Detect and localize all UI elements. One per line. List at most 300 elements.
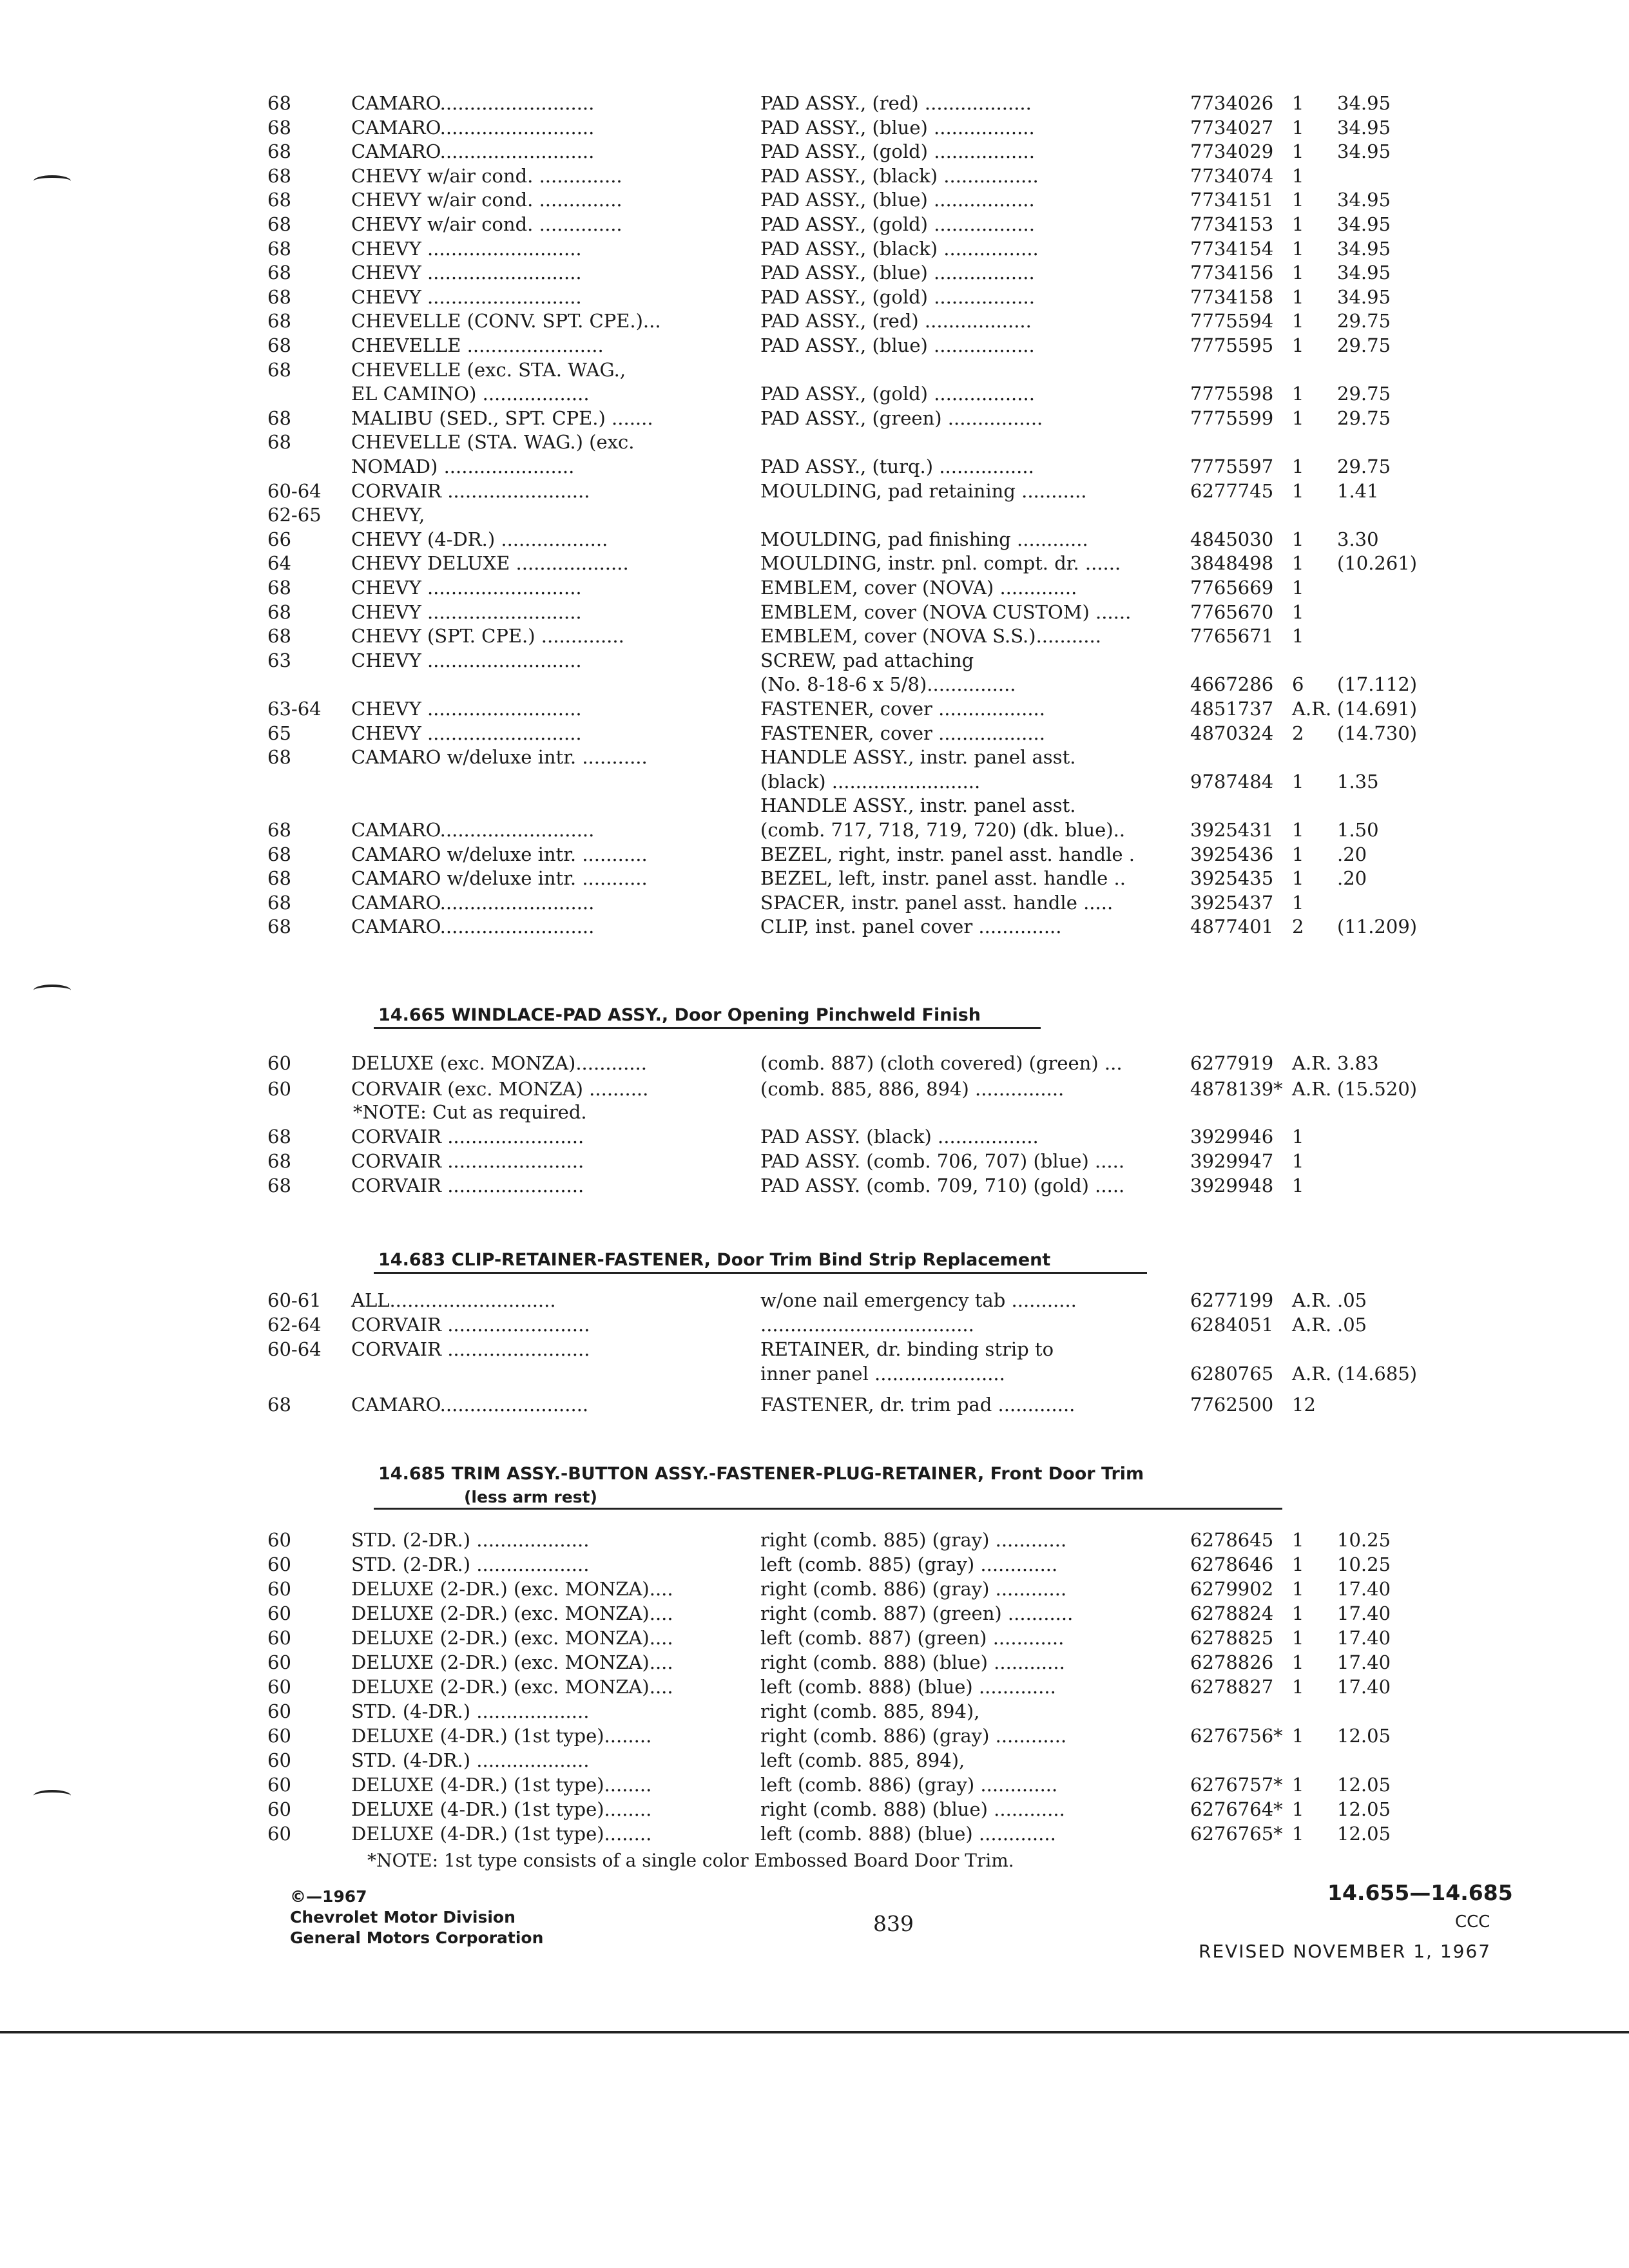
quantity-cell: 1 — [1292, 140, 1304, 163]
model-cell: CHEVY .......................... — [351, 577, 582, 599]
quantity-cell: A.R. — [1292, 1078, 1332, 1100]
part-cell: PAD ASSY. (black) ................. — [760, 1126, 1039, 1148]
part-cell: EMBLEM, cover (NOVA S.S.)........... — [760, 625, 1101, 648]
year-cell: 68 — [267, 213, 291, 235]
quantity-cell: A.R. — [1292, 698, 1332, 720]
model-cell: DELUXE (exc. MONZA)............ — [351, 1052, 647, 1074]
part-number-cell: 6278824 — [1190, 1602, 1274, 1624]
price-cell: 17.40 — [1337, 1676, 1391, 1698]
table-row — [0, 430, 1629, 456]
table-row — [0, 1125, 1629, 1151]
model-cell: DELUXE (4-DR.) (1st type)........ — [351, 1823, 652, 1845]
publisher-block — [290, 1887, 543, 1948]
model-cell: DELUXE (2-DR.) (exc. MONZA).... — [351, 1651, 673, 1673]
quantity-cell: 1 — [1292, 577, 1304, 599]
price-cell: (15.520) — [1337, 1078, 1418, 1100]
model-cell: CORVAIR ....................... — [351, 1175, 584, 1196]
table-row — [0, 794, 1629, 820]
price-cell: 34.95 — [1337, 213, 1391, 235]
table-row — [0, 1528, 1629, 1554]
model-cell: CORVAIR ....................... — [351, 1150, 584, 1172]
table-row — [0, 528, 1629, 553]
quantity-cell: A.R. — [1292, 1289, 1332, 1311]
table-row — [0, 673, 1629, 698]
part-number-cell: 4877401 — [1190, 916, 1274, 938]
year-cell: 68 — [267, 819, 291, 841]
part-number-cell: 7775594 — [1190, 310, 1274, 332]
part-number-cell: 9787484 — [1190, 770, 1274, 793]
section-rule — [374, 1027, 1041, 1029]
part-number-cell: 3929947 — [1190, 1150, 1274, 1172]
part-number-cell: 7775599 — [1190, 407, 1274, 429]
part-number-cell: 6278825 — [1190, 1627, 1274, 1649]
model-cell: DELUXE (4-DR.) (1st type)........ — [351, 1798, 652, 1820]
year-cell: 60 — [267, 1749, 291, 1771]
year-cell: 68 — [267, 867, 291, 890]
year-cell: 68 — [267, 1126, 291, 1148]
part-number-cell: 7734158 — [1190, 285, 1274, 308]
table-row — [0, 891, 1629, 917]
quantity-cell: 2 — [1292, 722, 1304, 744]
quantity-cell: 12 — [1292, 1394, 1316, 1416]
section-heading-14-685: 14.685 TRIM ASSY.-BUTTON ASSY.-FASTENER-PLUG-RETAINER, Front Door Trim — [378, 1464, 1144, 1484]
part-cell: left (comb. 888) (blue) ............. — [760, 1823, 1056, 1845]
part-cell: w/one nail emergency tab ........... — [760, 1289, 1077, 1311]
quantity-cell: 1 — [1292, 552, 1304, 575]
quantity-cell: 1 — [1292, 164, 1304, 187]
model-cell: CHEVELLE (exc. STA. WAG., — [351, 358, 626, 381]
year-cell: 60 — [267, 1052, 291, 1074]
year-cell: 68 — [267, 1150, 291, 1172]
model-cell: CHEVY (4-DR.) .................. — [351, 528, 608, 550]
model-cell: CAMARO.......................... — [351, 891, 595, 914]
year-cell: 68 — [267, 310, 291, 332]
model-cell: DELUXE (4-DR.) (1st type)........ — [351, 1774, 652, 1796]
quantity-cell: 1 — [1292, 92, 1304, 114]
table-row — [0, 1393, 1629, 1419]
part-cell: PAD ASSY., (blue) ................. — [760, 189, 1035, 211]
model-cell: CAMARO.......................... — [351, 92, 595, 114]
year-cell: 68 — [267, 92, 291, 114]
price-cell: (14.685) — [1337, 1363, 1418, 1385]
quantity-cell: 1 — [1292, 116, 1304, 139]
part-number-cell: 4845030 — [1190, 528, 1274, 550]
section-range: 14.655—14.685 — [1327, 1880, 1513, 1905]
model-cell: CHEVY .......................... — [351, 649, 582, 671]
quantity-cell: 1 — [1292, 1627, 1304, 1649]
table-row — [0, 624, 1629, 650]
section-heading-14-665: 14.665 WINDLACE-PAD ASSY., Door Opening Pinchweld Finish — [378, 1005, 981, 1025]
part-cell: PAD ASSY., (black) ................ — [760, 237, 1039, 260]
part-number-cell: 7775595 — [1190, 334, 1274, 356]
price-cell: .05 — [1337, 1314, 1367, 1336]
model-cell: CHEVY, — [351, 504, 425, 526]
part-number-cell: 3925436 — [1190, 843, 1274, 865]
model-cell: CHEVY .......................... — [351, 601, 582, 623]
table-row — [0, 1174, 1629, 1200]
price-cell: 12.05 — [1337, 1774, 1391, 1796]
part-cell: PAD ASSY. (comb. 706, 707) (blue) ..... — [760, 1150, 1125, 1172]
price-cell: 34.95 — [1337, 140, 1391, 163]
year-cell: 62-64 — [267, 1314, 322, 1336]
section-rule — [374, 1272, 1147, 1274]
year-cell: 60 — [267, 1553, 291, 1575]
price-cell: 10.25 — [1337, 1553, 1391, 1575]
bottom-rule — [0, 2031, 1629, 2033]
price-cell: 17.40 — [1337, 1651, 1391, 1673]
quantity-cell: 1 — [1292, 1651, 1304, 1673]
part-cell: FASTENER, dr. trim pad ............. — [760, 1394, 1075, 1416]
part-cell: PAD ASSY., (black) ................ — [760, 164, 1039, 187]
part-cell: MOULDING, instr. pnl. compt. dr. ...... — [760, 552, 1121, 575]
part-cell: left (comb. 887) (green) ............ — [760, 1627, 1065, 1649]
quantity-cell: 1 — [1292, 1578, 1304, 1600]
price-cell: (14.691) — [1337, 698, 1418, 720]
table-row — [0, 1289, 1629, 1314]
table-row — [0, 576, 1629, 602]
table-row — [0, 745, 1629, 771]
year-cell: 68 — [267, 407, 291, 429]
quantity-cell: 1 — [1292, 625, 1304, 648]
quantity-cell: 1 — [1292, 213, 1304, 235]
table-row — [0, 915, 1629, 941]
model-cell: DELUXE (2-DR.) (exc. MONZA).... — [351, 1578, 673, 1600]
part-cell: right (comb. 888) (blue) ............ — [760, 1651, 1065, 1673]
copyright: ©—1967 — [290, 1887, 367, 1906]
price-cell: 17.40 — [1337, 1627, 1391, 1649]
table-row — [0, 1749, 1629, 1774]
part-number-cell: 6277745 — [1190, 479, 1274, 502]
table-row — [0, 552, 1629, 577]
model-cell: DELUXE (2-DR.) (exc. MONZA).... — [351, 1676, 673, 1698]
part-cell: BEZEL, right, instr. panel asst. handle . — [760, 843, 1135, 865]
part-cell: EMBLEM, cover (NOVA) ............. — [760, 577, 1077, 599]
quantity-cell: 1 — [1292, 601, 1304, 623]
model-cell: EL CAMINO) .................. — [351, 383, 590, 405]
quantity-cell: 1 — [1292, 891, 1304, 914]
part-cell: (comb. 885, 886, 894) ............... — [760, 1078, 1065, 1100]
part-cell: (black) ......................... — [760, 770, 981, 793]
price-cell: 29.75 — [1337, 334, 1391, 356]
model-cell: CHEVY .......................... — [351, 262, 582, 284]
part-cell: EMBLEM, cover (NOVA CUSTOM) ...... — [760, 601, 1132, 623]
table-row — [0, 1773, 1629, 1799]
part-cell: right (comb. 886) (gray) ............ — [760, 1725, 1067, 1747]
year-cell: 68 — [267, 262, 291, 284]
price-cell: .20 — [1337, 867, 1367, 890]
part-cell: SPACER, instr. panel asst. handle ..... — [760, 891, 1113, 914]
table-row — [0, 91, 1629, 117]
model-cell: CORVAIR ........................ — [351, 1314, 590, 1336]
part-number-cell: 6278646 — [1190, 1553, 1274, 1575]
year-cell: 60 — [267, 1627, 291, 1649]
year-cell: 68 — [267, 577, 291, 599]
year-cell: 60 — [267, 1578, 291, 1600]
price-cell: 17.40 — [1337, 1602, 1391, 1624]
part-number-cell: 7734029 — [1190, 140, 1274, 163]
model-cell: CORVAIR ....................... — [351, 1126, 584, 1148]
part-cell: PAD ASSY., (gold) ................. — [760, 285, 1035, 308]
year-cell: 68 — [267, 334, 291, 356]
year-cell: 60 — [267, 1676, 291, 1698]
part-cell: FASTENER, cover .................. — [760, 698, 1045, 720]
table-row — [0, 116, 1629, 142]
quantity-cell: 1 — [1292, 1602, 1304, 1624]
quantity-cell: 1 — [1292, 1529, 1304, 1551]
table-row — [0, 843, 1629, 869]
model-cell: NOMAD) ...................... — [351, 456, 575, 477]
quantity-cell: 1 — [1292, 1798, 1304, 1820]
quantity-cell: 1 — [1292, 1676, 1304, 1698]
quantity-cell: 2 — [1292, 916, 1304, 938]
model-cell: CHEVY w/air cond. .............. — [351, 189, 622, 211]
part-number-cell: 3925431 — [1190, 819, 1274, 841]
revision-date: REVISED NOVEMBER 1, 1967 — [1199, 1941, 1492, 1962]
year-cell: 60 — [267, 1651, 291, 1673]
quantity-cell: 1 — [1292, 528, 1304, 550]
year-cell: 60 — [267, 1602, 291, 1624]
part-number-cell: 6278645 — [1190, 1529, 1274, 1551]
price-cell: 12.05 — [1337, 1798, 1391, 1820]
table-row — [0, 261, 1629, 287]
price-cell: (14.730) — [1337, 722, 1418, 744]
part-cell: PAD ASSY., (blue) ................. — [760, 262, 1035, 284]
model-cell: STD. (2-DR.) ................... — [351, 1553, 590, 1575]
part-number-cell: 7775598 — [1190, 383, 1274, 405]
model-cell: CAMARO.......................... — [351, 140, 595, 163]
part-number-cell: 6277919 — [1190, 1052, 1274, 1074]
part-cell: PAD ASSY. (comb. 709, 710) (gold) ..... — [760, 1175, 1125, 1196]
part-number-cell: 7734156 — [1190, 262, 1274, 284]
part-number-cell: 4851737 — [1190, 698, 1274, 720]
quantity-cell: 1 — [1292, 1175, 1304, 1196]
table-row — [0, 1077, 1629, 1103]
part-number-cell: 6276764* — [1190, 1798, 1283, 1820]
year-cell: 60 — [267, 1078, 291, 1100]
part-cell: left (comb. 886) (gray) ............. — [760, 1774, 1058, 1796]
model-cell: CORVAIR (exc. MONZA) .......... — [351, 1078, 649, 1100]
part-number-cell: 4667286 — [1190, 673, 1274, 696]
model-cell: CAMARO w/deluxe intr. ........... — [351, 843, 648, 865]
model-cell: DELUXE (2-DR.) (exc. MONZA).... — [351, 1627, 673, 1649]
price-cell: 34.95 — [1337, 92, 1391, 114]
price-cell: 1.41 — [1337, 479, 1379, 502]
part-number-cell: 7734153 — [1190, 213, 1274, 235]
part-cell: FASTENER, cover .................. — [760, 722, 1045, 744]
part-number-cell: 3925435 — [1190, 867, 1274, 890]
price-cell: 17.40 — [1337, 1578, 1391, 1600]
table-row — [0, 1822, 1629, 1848]
quantity-cell: 1 — [1292, 285, 1304, 308]
part-cell: left (comb. 885, 894), — [760, 1749, 965, 1771]
year-cell: 60 — [267, 1798, 291, 1820]
quantity-cell: 1 — [1292, 1823, 1304, 1845]
price-cell: 10.25 — [1337, 1529, 1391, 1551]
model-cell: ALL............................ — [351, 1289, 556, 1311]
part-number-cell: 3929948 — [1190, 1175, 1274, 1196]
table-row — [0, 867, 1629, 892]
year-cell: 60 — [267, 1700, 291, 1722]
year-cell: 68 — [267, 1394, 291, 1416]
year-cell: 68 — [267, 843, 291, 865]
section-rule — [374, 1508, 1282, 1510]
part-number-cell: 6276757* — [1190, 1774, 1283, 1796]
part-cell: right (comb. 885, 894), — [760, 1700, 980, 1722]
part-number-cell: 6278826 — [1190, 1651, 1274, 1673]
price-cell: 3.30 — [1337, 528, 1379, 550]
model-cell: CORVAIR ........................ — [351, 479, 590, 502]
part-cell: .................................... — [760, 1314, 974, 1336]
table-row — [0, 1626, 1629, 1652]
model-cell: CHEVY .......................... — [351, 285, 582, 308]
year-cell: 68 — [267, 285, 291, 308]
price-cell: 3.83 — [1337, 1052, 1379, 1074]
year-cell: 60 — [267, 1823, 291, 1845]
table-row — [0, 188, 1629, 214]
part-cell: (No. 8-18-6 x 5/8)............... — [760, 673, 1016, 696]
model-cell: CAMARO.......................... — [351, 116, 595, 139]
year-cell: 68 — [267, 237, 291, 260]
part-number-cell: 6276765* — [1190, 1823, 1283, 1845]
price-cell: 34.95 — [1337, 189, 1391, 211]
quantity-cell: 1 — [1292, 407, 1304, 429]
year-cell: 68 — [267, 140, 291, 163]
table-row — [0, 770, 1629, 796]
table-row — [0, 503, 1629, 529]
quantity-cell: 1 — [1292, 1553, 1304, 1575]
table-row — [0, 164, 1629, 190]
price-cell: 12.05 — [1337, 1725, 1391, 1747]
year-cell: 60 — [267, 1529, 291, 1551]
part-number-cell: 6276756* — [1190, 1725, 1283, 1747]
year-cell: 60-64 — [267, 479, 322, 502]
year-cell: 64 — [267, 552, 291, 575]
table-row — [0, 697, 1629, 723]
part-number-cell: 7734154 — [1190, 237, 1274, 260]
table-row — [0, 382, 1629, 408]
part-number-cell: 6280765 — [1190, 1363, 1274, 1385]
part-number-cell: 7734026 — [1190, 92, 1274, 114]
quantity-cell: 1 — [1292, 237, 1304, 260]
part-cell: (comb. 887) (cloth covered) (green) ... — [760, 1052, 1123, 1074]
part-number-cell: 7734151 — [1190, 189, 1274, 211]
price-cell: 34.95 — [1337, 285, 1391, 308]
year-cell: 68 — [267, 916, 291, 938]
table-row — [0, 1602, 1629, 1628]
corporation-name: General Motors Corporation — [290, 1928, 544, 1947]
year-cell: 68 — [267, 164, 291, 187]
price-cell: .05 — [1337, 1289, 1367, 1311]
part-cell: PAD ASSY., (blue) ................. — [760, 116, 1035, 139]
table-row — [0, 722, 1629, 747]
model-cell: CHEVY .......................... — [351, 722, 582, 744]
model-cell: DELUXE (4-DR.) (1st type)........ — [351, 1725, 652, 1747]
catalog-code: CCC — [1455, 1912, 1490, 1932]
table-row — [0, 1700, 1629, 1725]
model-cell: STD. (4-DR.) ................... — [351, 1749, 590, 1771]
part-cell: right (comb. 887) (green) ........... — [760, 1602, 1074, 1624]
price-cell: (11.209) — [1337, 916, 1418, 938]
price-cell: 12.05 — [1337, 1823, 1391, 1845]
quantity-cell: 1 — [1292, 479, 1304, 502]
price-cell: 34.95 — [1337, 237, 1391, 260]
model-cell: DELUXE (2-DR.) (exc. MONZA).... — [351, 1602, 673, 1624]
price-cell: (10.261) — [1337, 552, 1418, 575]
price-cell: 1.35 — [1337, 770, 1379, 793]
part-cell: CLIP, inst. panel cover .............. — [760, 916, 1062, 938]
table-row — [0, 818, 1629, 844]
year-cell: 68 — [267, 891, 291, 914]
table-row — [0, 140, 1629, 166]
model-cell: CAMARO.......................... — [351, 916, 595, 938]
year-cell: 68 — [267, 358, 291, 381]
part-number-cell: 7765669 — [1190, 577, 1274, 599]
quantity-cell: 1 — [1292, 1774, 1304, 1796]
part-number-cell: 6277199 — [1190, 1289, 1274, 1311]
part-number-cell: 7775597 — [1190, 456, 1274, 477]
year-cell: 68 — [267, 116, 291, 139]
table-row — [0, 334, 1629, 360]
year-cell: 68 — [267, 625, 291, 648]
quantity-cell: 1 — [1292, 770, 1304, 793]
quantity-cell: 1 — [1292, 310, 1304, 332]
model-cell: MALIBU (SED., SPT. CPE.) ....... — [351, 407, 653, 429]
quantity-cell: A.R. — [1292, 1052, 1332, 1074]
year-cell: 60-61 — [267, 1289, 322, 1311]
table-row — [0, 601, 1629, 626]
quantity-cell: 1 — [1292, 867, 1304, 890]
price-cell: (17.112) — [1337, 673, 1418, 696]
section-note: *NOTE: 1st type consists of a single color Embossed Board Door Trim. — [367, 1850, 1014, 1871]
part-cell: right (comb. 886) (gray) ............ — [760, 1578, 1067, 1600]
part-cell: right (comb. 888) (blue) ............ — [760, 1798, 1065, 1820]
part-number-cell: 7765671 — [1190, 625, 1274, 648]
part-cell: MOULDING, pad retaining ........... — [760, 479, 1087, 502]
year-cell: 66 — [267, 528, 291, 550]
part-cell: BEZEL, left, instr. panel asst. handle .. — [760, 867, 1126, 890]
part-cell: PAD ASSY., (green) ................ — [760, 407, 1043, 429]
table-row — [0, 479, 1629, 505]
model-cell: CHEVELLE (STA. WAG.) (exc. — [351, 431, 635, 454]
table-row — [0, 309, 1629, 335]
part-cell: PAD ASSY., (gold) ................. — [760, 140, 1035, 163]
year-cell: 63 — [267, 649, 291, 671]
part-cell: HANDLE ASSY., instr. panel asst. — [760, 794, 1076, 817]
part-number-cell: 3925437 — [1190, 891, 1274, 914]
section-heading-14-683: 14.683 CLIP-RETAINER-FASTENER, Door Trim Bind Strip Replacement — [378, 1250, 1051, 1270]
page-number: 839 — [873, 1911, 914, 1936]
section-note: *NOTE: Cut as required. — [353, 1101, 587, 1123]
model-cell: CHEVY .......................... — [351, 237, 582, 260]
table-row — [0, 1651, 1629, 1677]
quantity-cell: 1 — [1292, 843, 1304, 865]
year-cell: 60-64 — [267, 1338, 322, 1360]
table-row — [0, 1553, 1629, 1579]
year-cell: 68 — [267, 1175, 291, 1196]
quantity-cell: 1 — [1292, 262, 1304, 284]
quantity-cell: 1 — [1292, 819, 1304, 841]
price-cell: .20 — [1337, 843, 1367, 865]
year-cell: 68 — [267, 746, 291, 769]
year-cell: 60 — [267, 1725, 291, 1747]
part-cell: left (comb. 885) (gray) ............. — [760, 1553, 1058, 1575]
part-cell: RETAINER, dr. binding strip to — [760, 1338, 1054, 1360]
model-cell: CHEVY w/air cond. .............. — [351, 213, 622, 235]
model-cell: STD. (2-DR.) ................... — [351, 1529, 590, 1551]
year-cell: 62-65 — [267, 504, 322, 526]
part-cell: PAD ASSY., (turq.) ................ — [760, 456, 1034, 477]
part-number-cell: 7734027 — [1190, 116, 1274, 139]
